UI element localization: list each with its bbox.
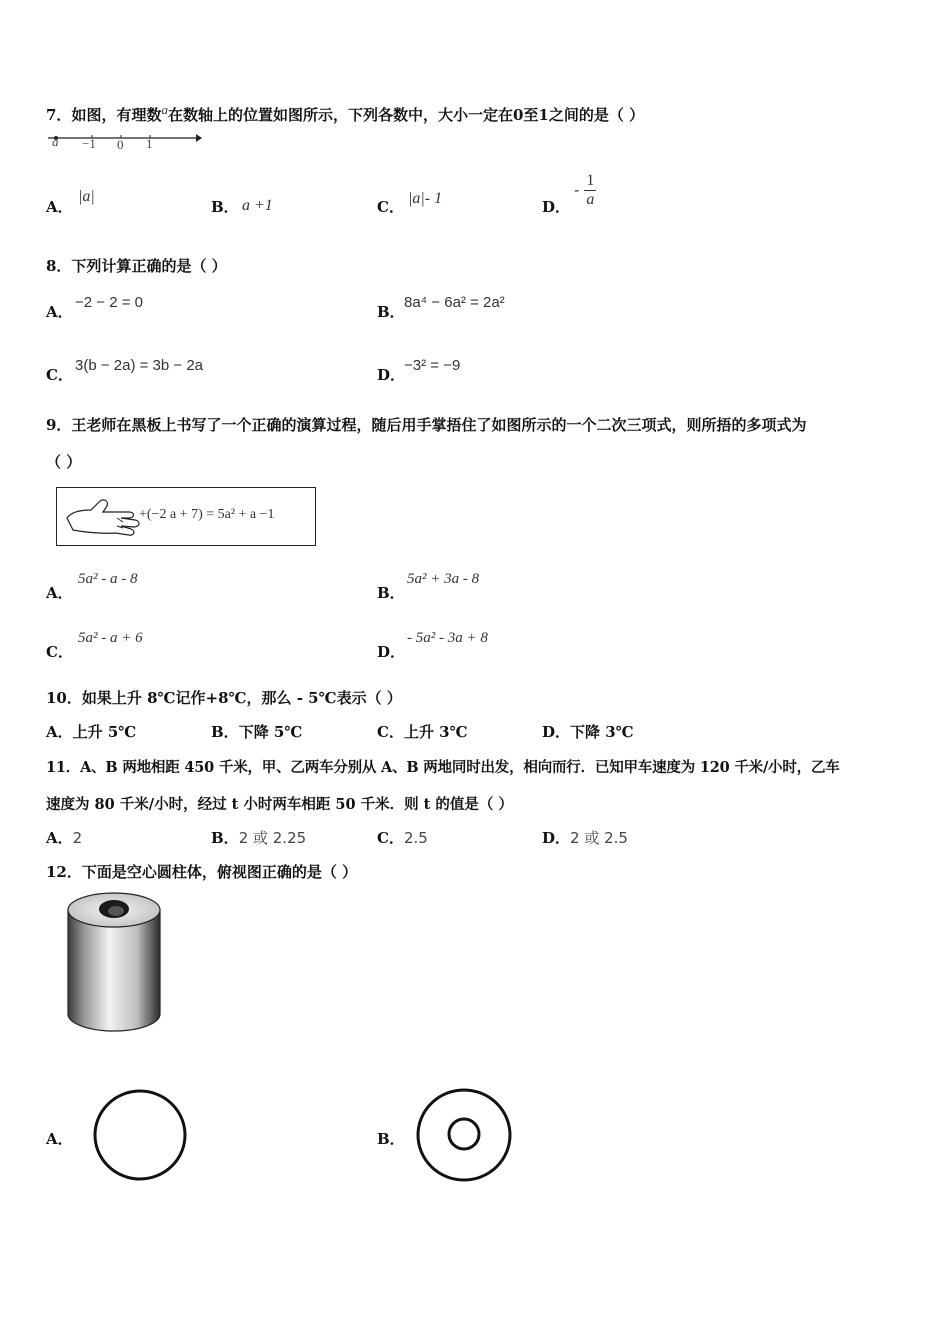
q9-hand-figure [56,487,316,546]
axis-label-0: 0 [117,137,124,152]
single-circle-icon [95,1091,185,1179]
q7-option-a[interactable]: A． [46,198,73,216]
q12-option-b-figure [414,1086,514,1184]
q7-stem: 7．如图，有理数$^a$在数轴上的位置如图所示，下列各数中，大小一定在0至1之间的是（ ） [46,102,645,124]
fraction-one-over-a: $\frac{1}{a}$ [586,172,595,208]
q7-option-c[interactable]: C． [377,198,404,216]
q9-option-d-expr: - 5a² - 3a + 8 [407,630,488,646]
q12-option-a[interactable]: A． [46,1130,73,1148]
number-line-arrow [196,134,202,142]
axis-label-a: a [52,134,59,149]
number-line-figure [44,128,204,152]
axis-label-neg1: −1 [82,136,96,151]
hand-icon [63,494,143,538]
q7-option-b[interactable]: B． [211,198,239,216]
q9-option-c[interactable]: C． [46,643,73,661]
inner-circle-icon [449,1119,479,1149]
q10-stem: 10．如果上升 8℃记作+8℃，那么 - 5℃表示（ ） [46,689,402,707]
q11-option-c[interactable]: C．2.5 [377,829,428,847]
q10-option-b[interactable]: B．下降 5℃ [211,723,303,741]
q7-option-d-expr: - $\frac{1}{a}$ [574,172,595,208]
q9-option-d[interactable]: D． [377,643,406,661]
q12-option-b[interactable]: B． [377,1130,405,1148]
q9-stem-line2: （ ） [46,453,82,471]
q8-option-a[interactable]: A． [46,303,73,321]
q11-stem-line1: 11．A、B 两地相距 450 千米，甲、乙两车分别从 A、B 两地同时出发，相向而行．已知甲车速度为 120 千米/小时，乙车 [46,759,840,776]
q12-option-a-figure [90,1087,190,1183]
q11-option-a[interactable]: A．2 [46,829,83,847]
q10-option-c[interactable]: C．上升 3℃ [377,723,468,741]
q8-option-c[interactable]: C． [46,366,73,384]
q8-option-b[interactable]: B． [377,303,405,321]
q8-option-d[interactable]: D． [377,366,406,384]
q9-figure-expr: +(−2 a + 7) = 5a² + a −1 [139,507,275,522]
q8-option-d-expr: −3² = −9 [404,357,461,374]
outer-circle-icon [418,1090,510,1180]
q11-option-b[interactable]: B．2 或 2.25 [211,829,307,847]
axis-label-1: 1 [146,136,153,151]
q11-option-d[interactable]: D．2 或 2.5 [542,829,628,847]
q9-option-c-expr: 5a² - a + 6 [78,630,143,646]
q11-stem-line2: 速度为 80 千米/小时，经过 t 小时两车相距 50 千米．则 t 的值是（ ） [46,796,513,813]
q9-stem-line1: 9．王老师在黑板上书写了一个正确的演算过程，随后用手掌捂住了如图所示的一个二次三项式，则所捂的多项式为 [46,416,807,434]
q7-option-c-expr: |a|- 1 [408,190,443,207]
q10-option-a[interactable]: A．上升 5℃ [46,723,137,741]
q7-option-a-expr: |a| [78,188,95,205]
q7-option-d[interactable]: D． [542,198,571,216]
q9-option-b[interactable]: B． [377,584,405,602]
hollow-cylinder-figure [62,888,166,1038]
q8-stem: 8．下列计算正确的是（ ） [46,257,227,275]
q8-option-b-expr: 8a⁴ − 6a² = 2a² [404,294,505,311]
q8-option-c-expr: 3(b − 2a) = 3b − 2a [75,357,204,374]
q12-stem: 12．下面是空心圆柱体，俯视图正确的是（ ） [46,863,358,881]
q10-option-d[interactable]: D．下降 3℃ [542,723,634,741]
q7-option-b-expr: a +1 [242,197,273,214]
q9-option-a[interactable]: A． [46,584,73,602]
q9-option-b-expr: 5a² + 3a - 8 [407,571,480,587]
q9-option-a-expr: 5a² - a - 8 [78,571,138,587]
q8-option-a-expr: −2 − 2 = 0 [75,294,143,311]
